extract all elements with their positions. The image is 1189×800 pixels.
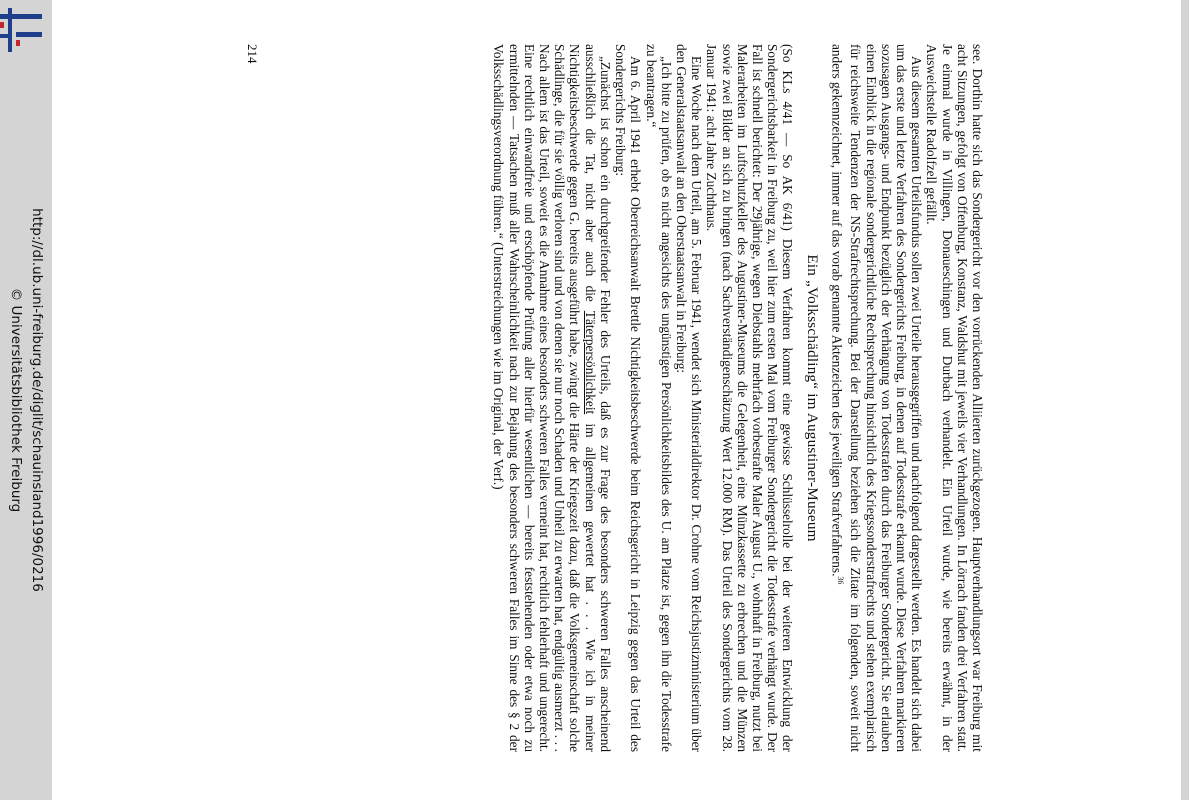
viewer-scrollbar[interactable] [1181,0,1189,800]
scanned-page [245,18,985,778]
paragraph: (So KLs 4/41 — So AK 6/41) Diesem Verfahren kommt eine gewisse Schlüsselrolle bei der weiteren Entwicklung der Sondergerichtsbarkeit in Freiburg zu, weil hier zum ersten Mal vom Freiburger Sondergericht die Todesstrafe verhängt wurde. Der Fall ist schnell berichtet: Der 29jährige, wegen Diebstahls mehrfach vorbestrafte Maler August U., wohnhaft in Freiburg, nutzt bei Malerarbeiten im Luftschutzkeller des Augustiner-Museums die Gelegenheit, eine Münzkassette zu erbrechen und die Münzen sowie zwei Bilder an sich zu bringen (nach Sachverständigenschätzung Wert 12.000 RM). Das Urteil des Sondergerichts vom 28. Januar 1941: acht Jahre Zuchthaus. [704,44,796,752]
quote-paragraph [491,44,613,752]
page-number: 214 [245,44,261,64]
underlined-word: Täterpersönlichkeit [582,310,598,415]
footnote-marker: 36 [836,576,846,585]
quote-text: im allgemeinen gewertet hat . . . Wie ich in meiner Nichtigkeitsbeschwerde gegen G. bereits ausgeführt habe, zwingt die Härte der Kriegszeit dazu, daß die Volksgemeinschaft solche Schädlinge, die für sie völlig verloren sind und von denen sie nur noch Schaden und Unheil zu erwarten hat, endgültig ausmerzt . . . Nach allem ist das Urteil, soweit es die Annahme eines besonders schweren Falles verneint hat, rechtlich fehlerhaft und ungerecht. Eine rechtlich einwandfreie und erschöpfende Prüfung aller hierfür wesentlichen — bereits feststehenden oder etwa noch zu ermittelnden — Tatsachen muß aller Wahrscheinlichkeit nach zur Bejahung des besonders schweren Falles im Sinne des § 2 der Volksschädlingsverordnung führen.“ (Unterstreichungen wie im Original, der Verf.) [491,44,598,752]
paragraph: Am 6. April 1941 erhebt Oberreichsanwalt Brettle Nichtigkeitsbeschwerde beim Reichsgericht in Leipzig gegen das Urteil des Sondergerichts Freiburg: [613,44,644,752]
quote-paragraph: „Ich bitte zu prüfen, ob es nicht angesichts des ungünstigen Persönlichkeitsbildes des U. am Platze ist, gegen ihn die Todesstrafe zu beantragen.“ [643,44,674,752]
paragraph-text: Aus diesem gesamten Urteilsfundus sollen zwei Urteile herausgegriffen und nachfolgend dargestellt werden. Es handelt sich dabei um das erste und letzte Verfahren des Sondergerichts Freiburg, in denen auf Todesstrafe erkannt wurde. Diese Verfahren markieren sozusagen Ausgangs- und Endpunkt bezüglich der Verhängung von Todesstrafen durch das Freiburger Sondergericht. Sie erlauben einen Einblick in die regionale sondergerichtliche Rechtsprechung hinsichtlich des Kriegssonderstrafrechts und stehen exemplarisch für reichsweite Tendenzen der NS-Strafrechtsprechung. Bei der Darstellung beziehen sich die Zitate im folgenden, soweit nicht anders gekennzeichnet, immer auf das vorab genannte Aktenzeichen des jeweiligen Strafverfahrens. [829,44,925,752]
viewer-caption [5,20,47,780]
text-column [491,44,985,752]
paragraph [830,44,925,752]
copyright-notice: © Universitätsbibliothek Freiburg [8,287,24,513]
paragraph: see. Dorthin hatte sich das Sondergericht vor den vorrückenden Alliierten zurückgezogen. Hauptverhandlungsort war Freiburg mit acht Sitzungen, gefolgt von Offenburg, Konstanz, Waldshut mit jeweils vier Verhandlungen. In Lörrach fanden drei Verfahren statt. Je einmal wurde in Villingen, Donaueschingen und Durbach verhandelt. Ein Urteil wurde, wie bereits erwähnt, in der Ausweichstelle Radolfzell gefällt. [924,44,985,752]
section-heading: Ein „Volksschädling“ im Augustiner-Museum [803,254,821,542]
viewer-sidebar [0,0,52,800]
quote-text: „Zunächst ist schon ein durchgreifender Fehler des Urteils, daß es zur Frage des besonders schweren Falles anscheinend ausschließlich die Tat, nicht aber auch die [582,44,613,752]
paragraph: Eine Woche nach dem Urteil, am 5. Februar 1941, wendet sich Ministerialdirektor Dr. Crohne vom Reichsjustizministerium über den Generalstaatsanwalt an den Oberstaatsanwalt in Freiburg: [673,44,705,752]
document-url[interactable]: http://dl.ub.uni-freiburg.de/diglit/schauinsland1996/0216 [29,208,45,592]
